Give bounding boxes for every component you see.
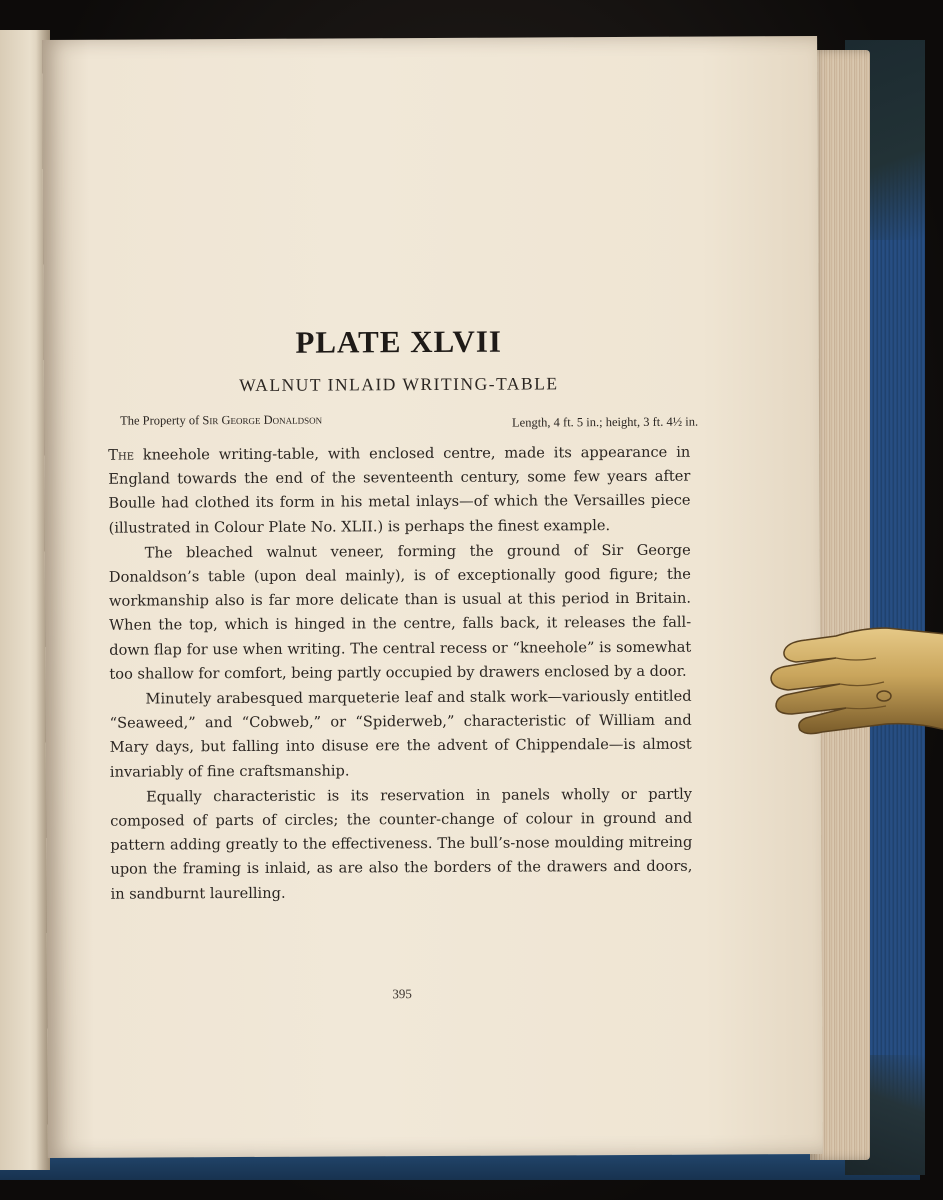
body-text: [108, 441, 692, 908]
dimensions: Length, 4 ft. 5 in.; height, 3 ft. 4½ in.: [511, 414, 699, 430]
owner-name: Sir George Donaldson: [202, 412, 323, 428]
paragraph-1-text: kneehole writing-table, with enclosed centre, made its appearance in England towards the end of the seventeenth century, some few years after Boulle had clothed its form in his metal inlays—of which the Versailles piece (illustrated in Colour Plate No. XLII.) is perhaps the finest example.: [108, 443, 691, 537]
page-number: 395: [392, 986, 412, 1002]
paragraph-4: Equally characteristic is its reservation in panels wholly or partly composed of parts of circles; the counter-change of colour in ground and pattern adding greatly to the effectiveness. The bull’s-nose moulding mitreing upon the framing is inlaid, as are also the borders of the drawers and doors, in sandburnt laurelling.: [110, 785, 693, 903]
paragraph-3: Minutely arabesqued marqueterie leaf and stalk work—variously entitled “Seaweed,” and “Cobweb,” or “Spiderweb,” characteristic of William and Mary days, but falling into disuse ere the advent of Chippendale—is almost invariably of fine craftsmanship.: [109, 687, 692, 781]
plate-title: PLATE XLVII: [295, 323, 503, 360]
plate-subtitle: WALNUT INLAID WRITING-TABLE: [239, 373, 559, 396]
paragraph-1-lead: The: [108, 446, 135, 464]
brass-hand-clip-icon: [766, 622, 943, 742]
paragraph-2: The bleached walnut veneer, forming the ground of Sir George Donaldson’s table (upon deal mainly), is of exceptionally good figure; the workmanship also is far more delicate than is usual at this period in Britain. When the top, which is hinged in the centre, falls back, it releases the fall-down flap for use when writing. The central recess or “kneehole” is somewhat too shallow for comfort, being partly occupied by drawers enclosed by a door.: [108, 541, 692, 683]
property-line: [120, 413, 322, 429]
book-page: [42, 36, 823, 1158]
paragraph-1: [108, 441, 690, 541]
property-prefix: The Property of: [120, 413, 203, 428]
plate-meta: [120, 411, 699, 430]
page-content: [106, 37, 699, 1002]
